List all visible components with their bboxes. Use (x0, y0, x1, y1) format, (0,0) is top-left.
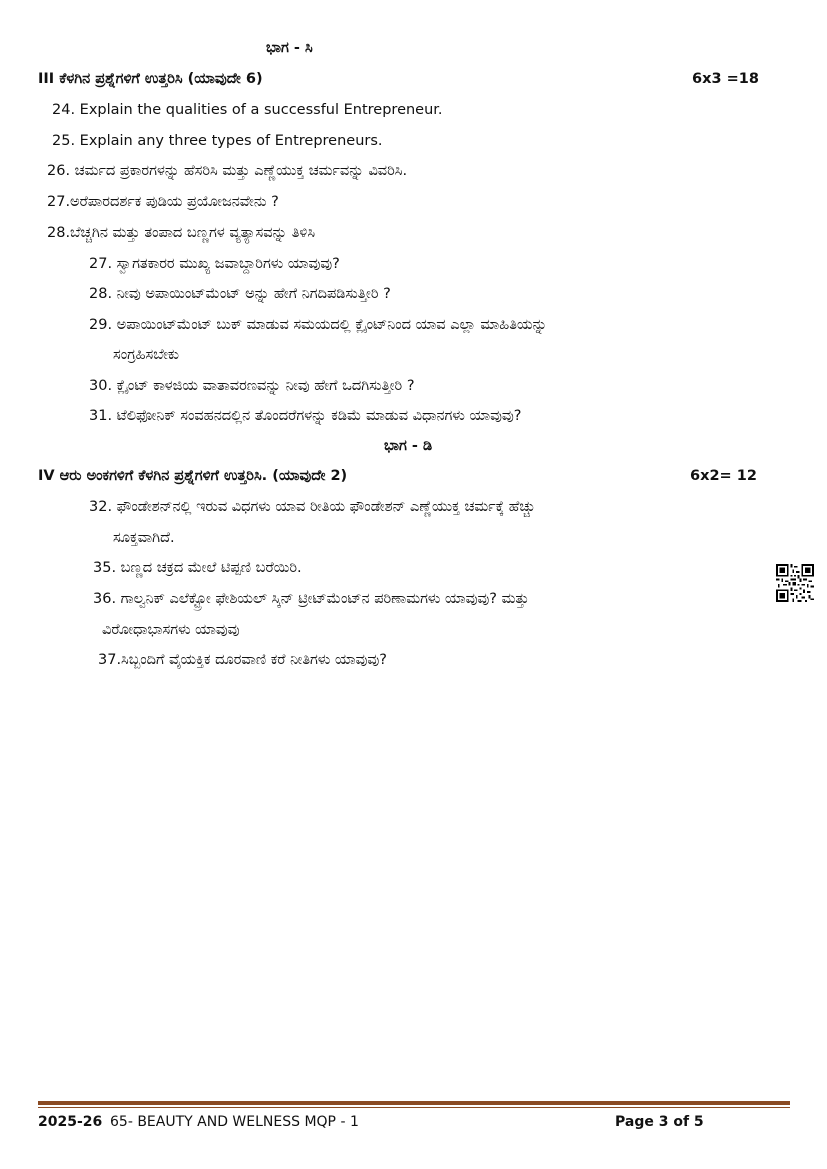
question-32-cont: ಸೂಕ್ತವಾಗಿದೆ. (113, 530, 175, 546)
question-31: 31. ಟೆಲಿಫೋನಿಕ್ ಸಂವಹನದಲ್ಲಿನ ತೊಂದರೆಗಳನ್ನು ಕಡಿಮೆ ಮಾಡುವ ವಿಧಾನಗಳು ಯಾವುವು? (89, 408, 522, 424)
footer-rule-thick (38, 1101, 790, 1105)
footer-subject: 65- BEAUTY AND WELNESS MQP - 1 (110, 1114, 359, 1130)
question-30: 30. ಕ್ಲೈಂಟ್ ಕಾಳಜಿಯ ವಾತಾವರಣವನ್ನು ನೀವು ಹೇಗೆ ಒದಗಿಸುತ್ತೀರಿ ? (89, 378, 415, 394)
section-c-instruction: III ಕೆಳಗಿನ ಪ್ರಶ್ನೆಗಳಿಗೆ ಉತ್ತರಿಸಿ (ಯಾವುದೇ 6) (38, 71, 263, 87)
question-36-cont: ವಿರೋಧಾಭಾಸಗಳು ಯಾವುವು (102, 622, 240, 638)
question-27b: 27. ಸ್ವಾಗತಕಾರರ ಮುಖ್ಯ ಜವಾಬ್ದಾರಿಗಳು ಯಾವುವು? (89, 256, 340, 272)
footer-page: Page 3 of 5 (615, 1114, 704, 1130)
question-27a: 27.ಅರೆಪಾರದರ್ಶಕ ಪುಡಿಯ ಪ್ರಯೋಜನವೇನು ? (47, 194, 279, 210)
footer-year: 2025-26 (38, 1114, 103, 1130)
section-d-instruction: IV ಆರು ಅಂಕಗಳಿಗೆ ಕೆಳಗಿನ ಪ್ರಶ್ನೆಗಳಿಗೆ ಉತ್ತರಿಸಿ. (ಯಾವುದೇ 2) (38, 468, 348, 484)
question-28a: 28.ಬೆಚ್ಚಗಿನ ಮತ್ತು ತಂಪಾದ ಬಣ್ಣಗಳ ವ್ಯತ್ಯಾಸವನ್ನು ತಿಳಿಸಿ (47, 225, 316, 241)
section-c-marks: 6x3 =18 (692, 71, 759, 87)
question-26: 26. ಚರ್ಮದ ಪ್ರಕಾರಗಳನ್ನು ಹೆಸರಿಸಿ ಮತ್ತು ಎಣ್ಣೆಯುಕ್ತ ಚರ್ಮವನ್ನು ವಿವರಿಸಿ. (47, 163, 408, 179)
question-35: 35. ಬಣ್ಣದ ಚಕ್ರದ ಮೇಲೆ ಟಿಪ್ಪಣಿ ಬರೆಯಿರಿ. (93, 560, 302, 576)
footer-rule-thin (38, 1107, 790, 1108)
question-37: 37.ಸಿಬ್ಬಂದಿಗೆ ವೈಯಕ್ತಿಕ ದೂರವಾಣಿ ಕರೆ ನೀತಿಗಳು ಯಾವುವು? (98, 652, 387, 668)
question-29: 29. ಅಪಾಯಿಂಟ್‌ಮೆಂಟ್ ಬುಕ್ ಮಾಡುವ ಸಮಯದಲ್ಲಿ ಕ್ಲೈಂಟ್‌ನಿಂದ ಯಾವ ಎಲ್ಲಾ ಮಾಹಿತಿಯನ್ನು (89, 317, 548, 333)
qr-code (776, 564, 814, 602)
section-c-heading: ಭಾಗ - ಸಿ (266, 40, 313, 56)
question-29-cont: ಸಂಗ್ರಹಿಸಬೇಕು (113, 347, 180, 363)
question-36: 36. ಗಾಲ್ವನಿಕ್ ಎಲೆಕ್ಟ್ರೋ ಫೇಶಿಯಲ್ ಸ್ಕಿನ್ ಟ್ರೀಟ್‌ಮೆಂಟ್‌ನ ಪರಿಣಾಮಗಳು ಯಾವುವು? ಮತ್ತು (93, 591, 529, 607)
question-28b: 28. ನೀವು ಅಪಾಯಿಂಟ್‌ಮೆಂಟ್ ಅನ್ನು ಹೇಗೆ ನಿಗದಿಪಡಿಸುತ್ತೀರಿ ? (89, 286, 391, 302)
section-d-heading: ಭಾಗ - ಡಿ (384, 438, 433, 454)
section-d-marks: 6x2= 12 (690, 468, 757, 484)
question-25: 25. Explain any three types of Entrepreneurs. (52, 133, 383, 149)
question-32: 32. ಫೌಂಡೇಶನ್‌ನಲ್ಲಿ ಇರುವ ವಿಧಗಳು ಯಾವ ರೀತಿಯ ಫೌಂಡೇಶನ್ ಎಣ್ಣೆಯುಕ್ತ ಚರ್ಮಕ್ಕೆ ಹೆಚ್ಚು (89, 499, 536, 515)
question-24: 24. Explain the qualities of a successful Entrepreneur. (52, 102, 443, 118)
